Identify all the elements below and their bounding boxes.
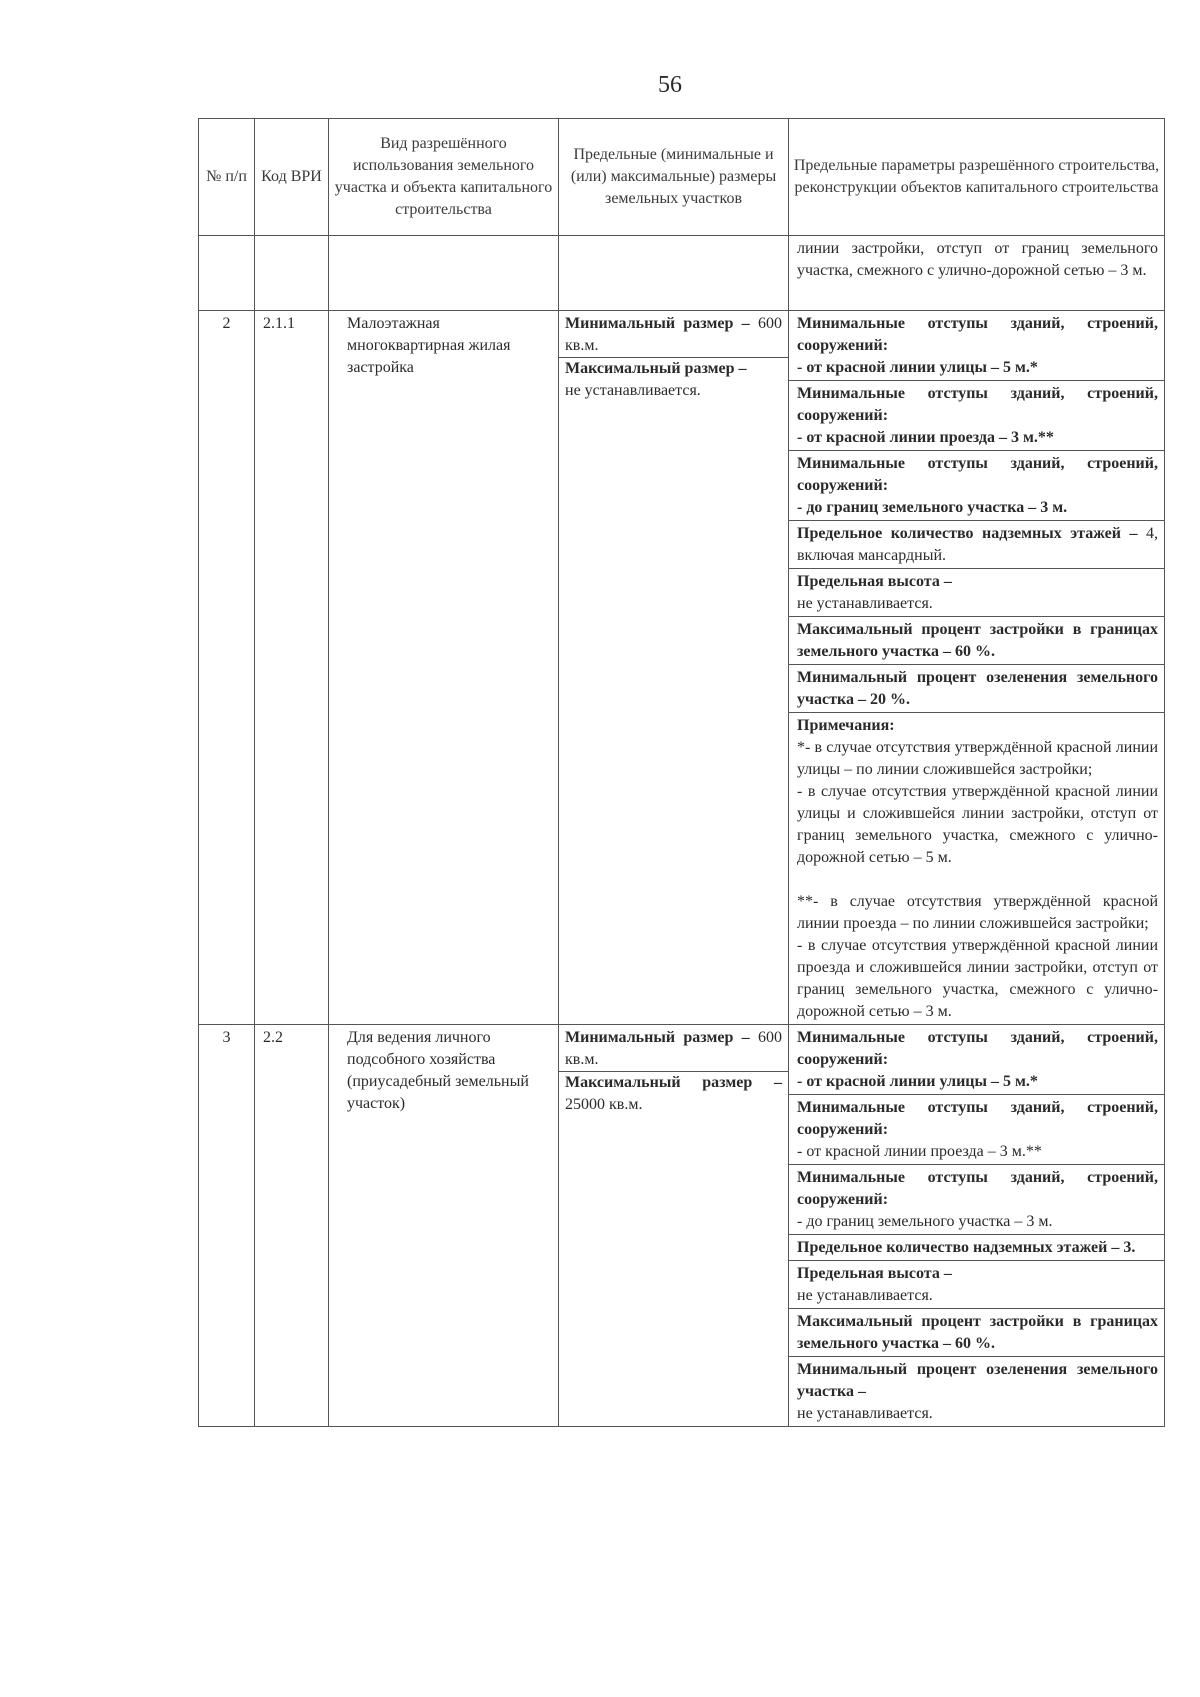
- min-size: Минимальный размер – 600 кв.м.: [565, 1029, 782, 1068]
- note: - в случае отсутствия утверждённой красной линии проезда и сложившейся линии застройки, отступ от границ земельного участка, смежного с улично-дорожной сетью – 3 м.: [797, 937, 1158, 1020]
- note: - в случае отсутствия утверждённой красной линии улицы и сложившейся линии застройки, отступ от границ земельного участка, смежного с улично-дорожной сетью – 5 м.: [797, 783, 1158, 866]
- row-code: 2.1.1: [255, 311, 329, 1025]
- param-block: Минимальный процент озеленения земельного участка – не устанавливается.: [789, 1356, 1164, 1426]
- notes-title: Примечания:: [797, 717, 895, 734]
- param-block: Предельная высота – не устанавливается.: [789, 1260, 1164, 1308]
- row-plot-size: [559, 1025, 789, 1427]
- param-block: Предельная высота – не устанавливается.: [789, 568, 1164, 616]
- param-block: Минимальные отступы зданий, строений, сооружений: - от красной линии проезда – 3 м.**: [789, 1094, 1164, 1164]
- param-block: Минимальные отступы зданий, строений, сооружений: - до границ земельного участка – 3 м.: [789, 450, 1164, 520]
- regulations-table: [198, 118, 1165, 1427]
- header-number: № п/п: [199, 119, 255, 236]
- row-parameters: [789, 311, 1165, 1025]
- row-number: 2: [199, 311, 255, 1025]
- header-code: Код ВРИ: [255, 119, 329, 236]
- row-code: 2.2: [255, 1025, 329, 1427]
- table-row: [199, 311, 1165, 1025]
- param-block: Минимальные отступы зданий, строений, сооружений: - от красной линии улицы – 5 м.*: [797, 315, 1158, 376]
- param-block: Максимальный процент застройки в границах земельного участка – 60 %.: [789, 616, 1164, 664]
- param-block: Предельное количество надземных этажей – 4, включая мансардный.: [789, 520, 1164, 568]
- header-use-type: Вид разрешённого использования земельного участка и объекта капитального строительства: [329, 119, 559, 236]
- param-block: Минимальные отступы зданий, строений, сооружений: - от красной линии проезда – 3 м.**: [789, 380, 1164, 450]
- header-parameters: Предельные параметры разрешённого строительства, реконструкции объектов капитального строительства: [789, 119, 1165, 236]
- row-plot-size: [559, 311, 789, 1025]
- continuation-params: линии застройки, отступ от границ земельного участка, смежного с улично-дорожной сетью – 3 м.: [789, 236, 1165, 311]
- row-parameters: [789, 1025, 1165, 1427]
- header-plot-size: Предельные (минимальные и (или) максимальные) размеры земельных участков: [559, 119, 789, 236]
- note: **- в случае отсутствия утверждённой красной линии проезда – по линии сложившейся застройки;: [797, 893, 1158, 932]
- param-block: Минимальные отступы зданий, строений, сооружений: - от красной линии улицы – 5 м.*: [797, 1029, 1158, 1090]
- param-block: Минимальный процент озеленения земельного участка – 20 %.: [789, 664, 1164, 712]
- notes-block: [789, 712, 1164, 1024]
- table-header-row: [199, 119, 1165, 236]
- table-row-continuation: [199, 236, 1165, 311]
- note: *- в случае отсутствия утверждённой красной линии улицы – по линии сложившейся застройки;: [797, 739, 1158, 778]
- param-block: Максимальный процент застройки в границах земельного участка – 60 %.: [789, 1308, 1164, 1356]
- param-block: Минимальные отступы зданий, строений, сооружений: - до границ земельного участка – 3 м.: [789, 1164, 1164, 1234]
- row-use-description: Для ведения личного подсобного хозяйства (приусадебный земельный участок): [329, 1025, 559, 1427]
- min-size: Минимальный размер – 600 кв.м.: [565, 315, 782, 354]
- max-size: Максимальный размер – не устанавливается.: [559, 357, 788, 402]
- row-use-description: Малоэтажная многоквартирная жилая застройка: [329, 311, 559, 1025]
- max-size: Максимальный размер – 25000 кв.м.: [559, 1071, 788, 1116]
- param-block: Предельное количество надземных этажей – 3.: [789, 1234, 1164, 1260]
- page-number: 56: [658, 72, 682, 98]
- row-number: 3: [199, 1025, 255, 1427]
- table-row: [199, 1025, 1165, 1427]
